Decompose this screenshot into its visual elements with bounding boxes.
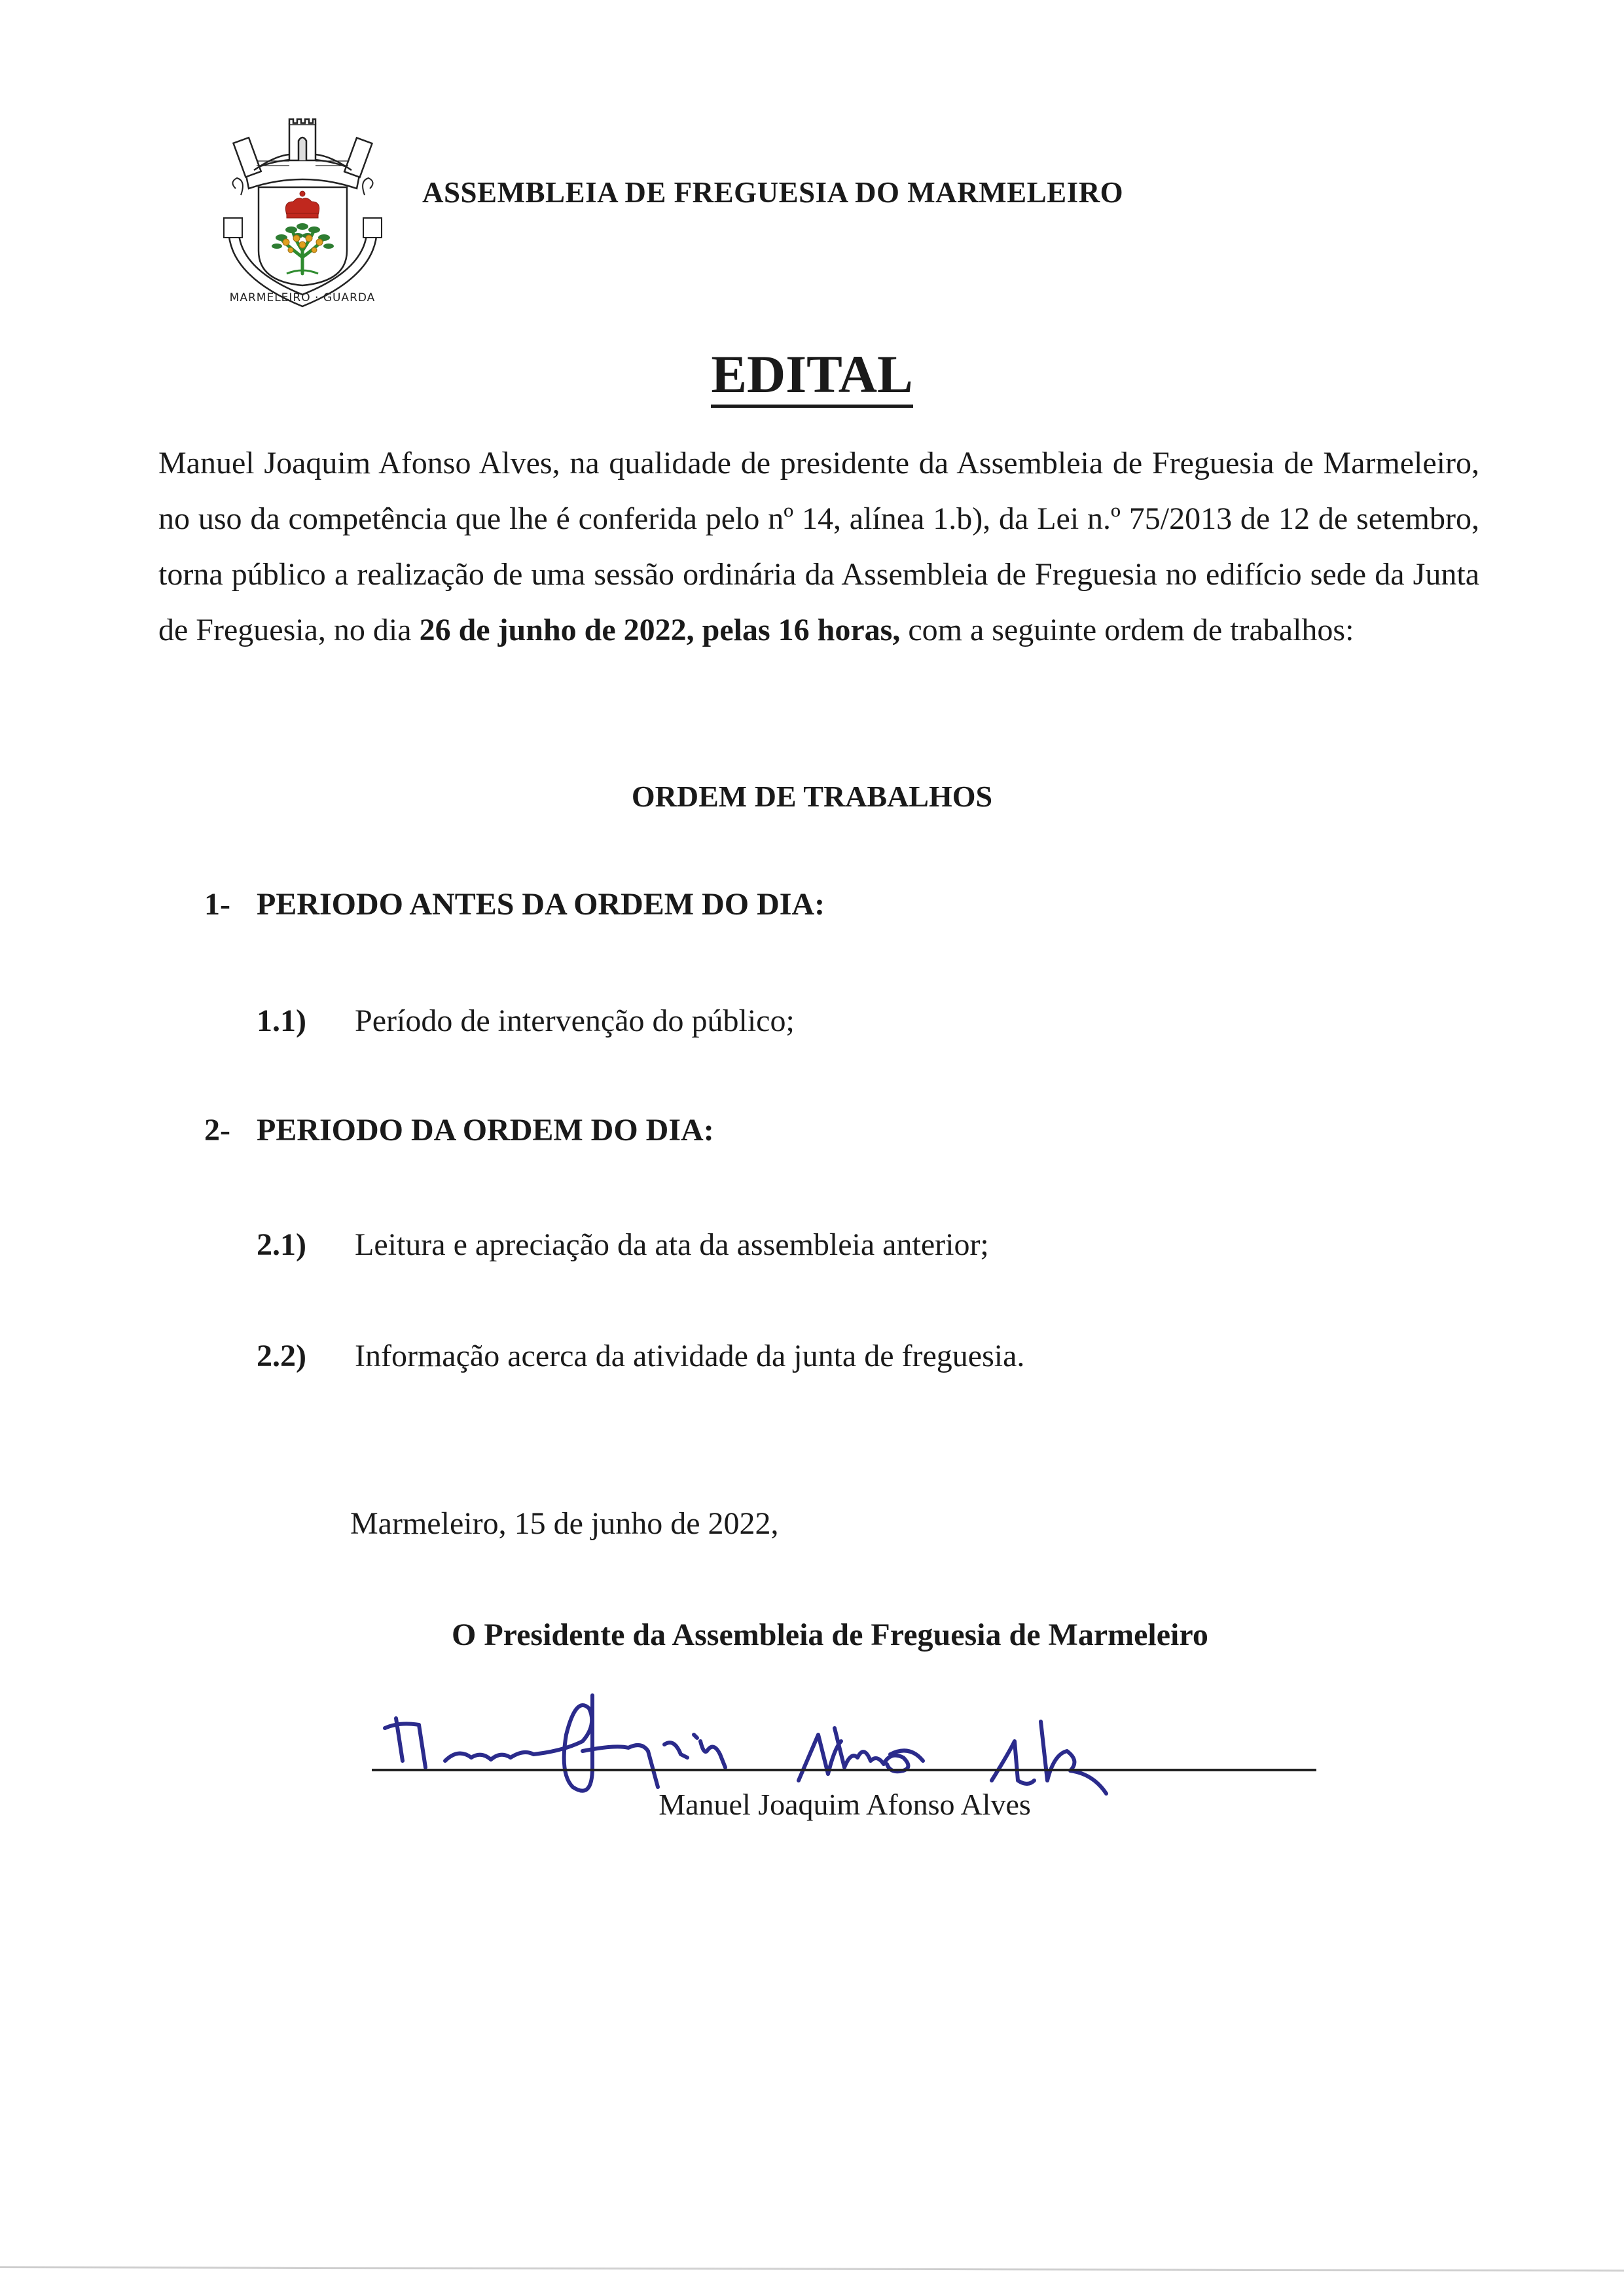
signature-line <box>372 1769 1316 1771</box>
agenda-item: 2.2) Informação acerca da atividade da junta de freguesia. <box>257 1339 1025 1373</box>
coat-of-arms-icon <box>209 110 396 313</box>
agenda-section-2: 2- PERIODO DA ORDEM DO DIA: <box>204 1113 714 1148</box>
agenda-item: 2.1) Leitura e apreciação da ata da assembleia anterior; <box>257 1227 989 1262</box>
organization-name: ASSEMBLEIA DE FREGUESIA DO MARMELEIRO <box>422 176 1124 209</box>
agenda-item: 1.1) Período de intervenção do público; <box>257 1003 795 1038</box>
document-title: EDITAL <box>0 344 1624 408</box>
mural-crown <box>233 119 372 189</box>
signer-title: O Presidente da Assembleia de Freguesia de Marmeleiro <box>452 1617 1208 1652</box>
agenda-section-1: 1- PERIODO ANTES DA ORDEM DO DIA: <box>204 887 825 922</box>
crest-motto: MARMELEIRO · GUARDA <box>229 291 376 304</box>
place-and-date: Marmeleiro, 15 de junho de 2022, <box>350 1506 779 1541</box>
meeting-date-time: 26 de junho de 2022, pelas 16 horas, <box>419 613 901 647</box>
intro-paragraph: Manuel Joaquim Afonso Alves, na qualidade de presidente da Assembleia de Freguesia de Marmeleiro, no uso da competência que lhe é conferida pelo nº 14, alínea 1.b), da Lei n.º 75/2013 de 12 de setembro, torna público a realização de uma sessão ordinária da Assembleia de Freguesia no edifício sede da Junta de Freguesia, no dia 26 de junho de 2022, pelas 16 horas, com a seguinte ordem de trabalhos: <box>158 446 1479 647</box>
signer-name: Manuel Joaquim Afonso Alves <box>659 1788 1031 1821</box>
scan-artifact-line <box>0 2266 1624 2271</box>
agenda-heading: ORDEM DE TRABALHOS <box>631 780 993 813</box>
